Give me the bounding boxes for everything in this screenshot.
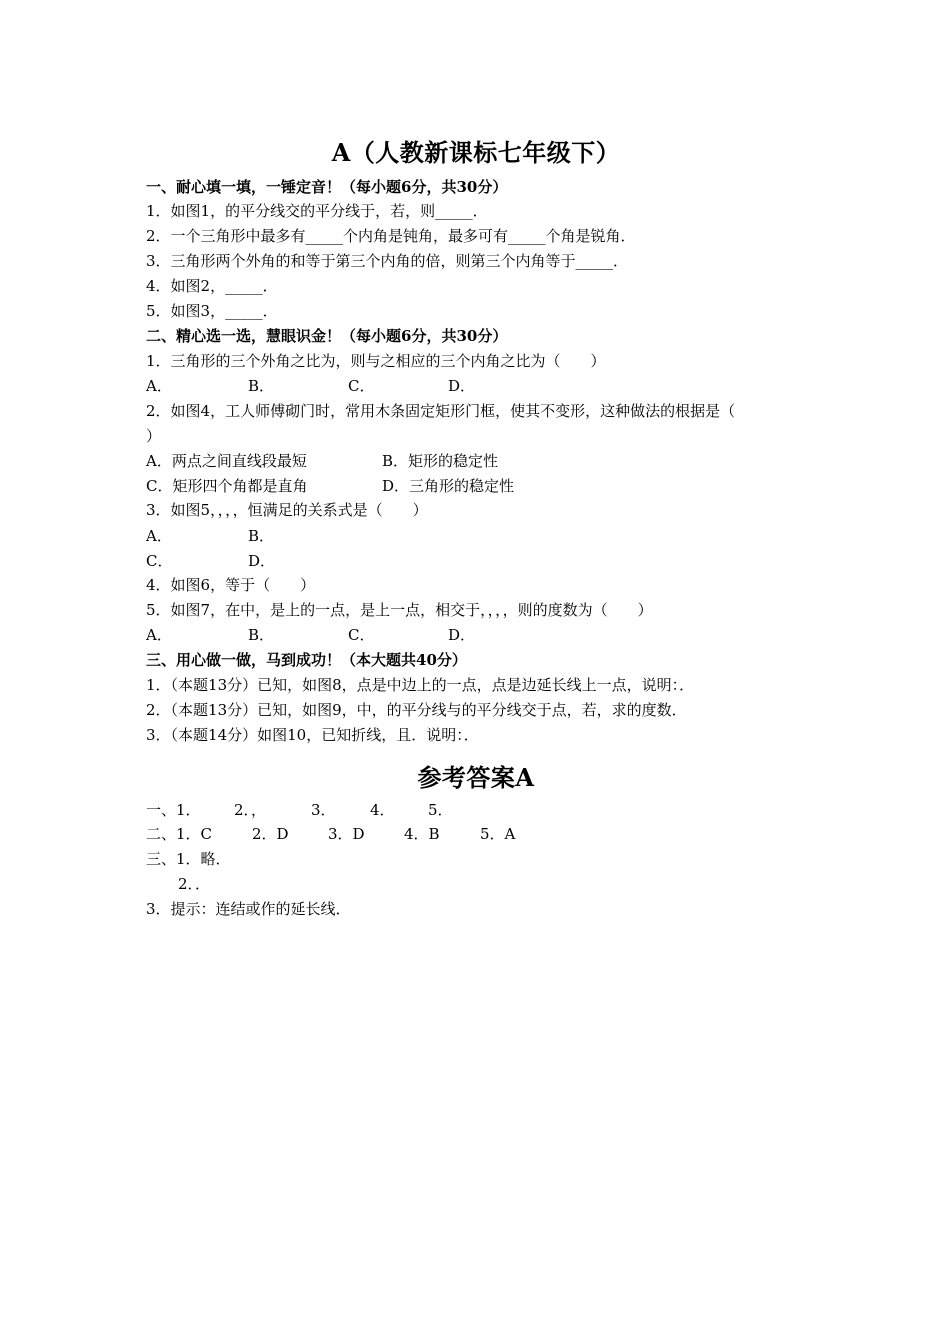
option-b: B．矩形的稳定性 <box>382 452 499 470</box>
option-a: A． <box>146 377 172 395</box>
page-title: A（人教新课标七年级下） <box>331 138 621 167</box>
answers-section3-1: 三、1．略． <box>146 850 231 868</box>
option-c: C． <box>348 377 375 395</box>
option-b: B． <box>248 626 275 644</box>
answer-fill-2: 2．， <box>234 801 267 819</box>
option-a: A． <box>146 626 172 644</box>
section3-question-2: 2．（本题13分）已知，如图9，中，的平分线与的平分线交于点，若，求的度数． <box>146 701 687 719</box>
section2-question-2: 2．如图4，工人师傅砌门时，常用木条固定矩形门框，使其不变形，这种做法的根据是（ <box>146 402 736 420</box>
section2-question-3: 3．如图5，，，，恒满足的关系式是（ ） <box>146 501 428 519</box>
section3-heading: 三、用心做一做，马到成功！（本大题共40分） <box>146 651 467 669</box>
answer-choice-5: 5．A <box>480 825 516 843</box>
answer-fill-3: 3． <box>311 801 336 819</box>
option-c: C． <box>146 552 173 570</box>
section1-question-4: 4．如图2，_____． <box>146 277 278 295</box>
option-b: B． <box>248 527 275 545</box>
option-b: B． <box>248 377 275 395</box>
option-d: D． <box>248 552 276 570</box>
answer-fill-4: 4． <box>370 801 395 819</box>
answers-title: 参考答案A <box>417 763 535 792</box>
section2-question-5: 5．如图7，在中，是上的一点，是上一点，相交于，，，，则的度数为（ ） <box>146 601 653 619</box>
section2-question-1: 1．三角形的三个外角之比为，则与之相应的三个内角之比为（ ） <box>146 352 606 370</box>
option-d: D．三角形的稳定性 <box>382 477 515 495</box>
section1-question-3: 3．三角形两个外角的和等于第三个内角的倍，则第三个内角等于_____． <box>146 252 629 270</box>
section2-question-4: 4．如图6，等于（ ） <box>146 576 316 594</box>
option-a: A． <box>146 527 172 545</box>
section3-question-1: 1．（本题13分）已知，如图8，点是中边上的一点，点是边延长线上一点，说明：． <box>146 676 695 694</box>
answer-choice-2: 2．D <box>252 825 289 843</box>
answer-fill-1: 一、1． <box>146 801 201 819</box>
section1-question-1: 1．如图1，的平分线交的平分线于，若，则_____． <box>146 202 488 220</box>
section3-question-3: 3．（本题14分）如图10，已知折线，且．说明：． <box>146 726 479 744</box>
section2-heading: 二、精心选一选，慧眼识金！（每小题6分，共30分） <box>146 327 508 345</box>
section1-heading: 一、耐心填一填，一锤定音！（每小题6分，共30分） <box>146 178 508 196</box>
answer-fill-5: 5． <box>428 801 453 819</box>
option-c: C． <box>348 626 375 644</box>
section1-question-2: 2．一个三角形中最多有_____个内角是钝角，最多可有_____个角是锐角． <box>146 227 636 245</box>
answers-section3-3: 3．提示：连结或作的延长线． <box>146 900 351 918</box>
option-d: D． <box>448 377 476 395</box>
answer-choice-3: 3．D <box>328 825 365 843</box>
answers-section3-2: 2．． <box>178 875 211 893</box>
answer-choice-1: 二、1．C <box>146 825 213 843</box>
section1-question-5: 5．如图3，_____． <box>146 302 278 320</box>
section2-question-2-close: ） <box>146 427 162 445</box>
option-a: A．两点之间直线段最短 <box>146 452 307 470</box>
option-c: C．矩形四个角都是直角 <box>146 477 308 495</box>
answer-choice-4: 4．B <box>404 825 440 843</box>
option-d: D． <box>448 626 476 644</box>
